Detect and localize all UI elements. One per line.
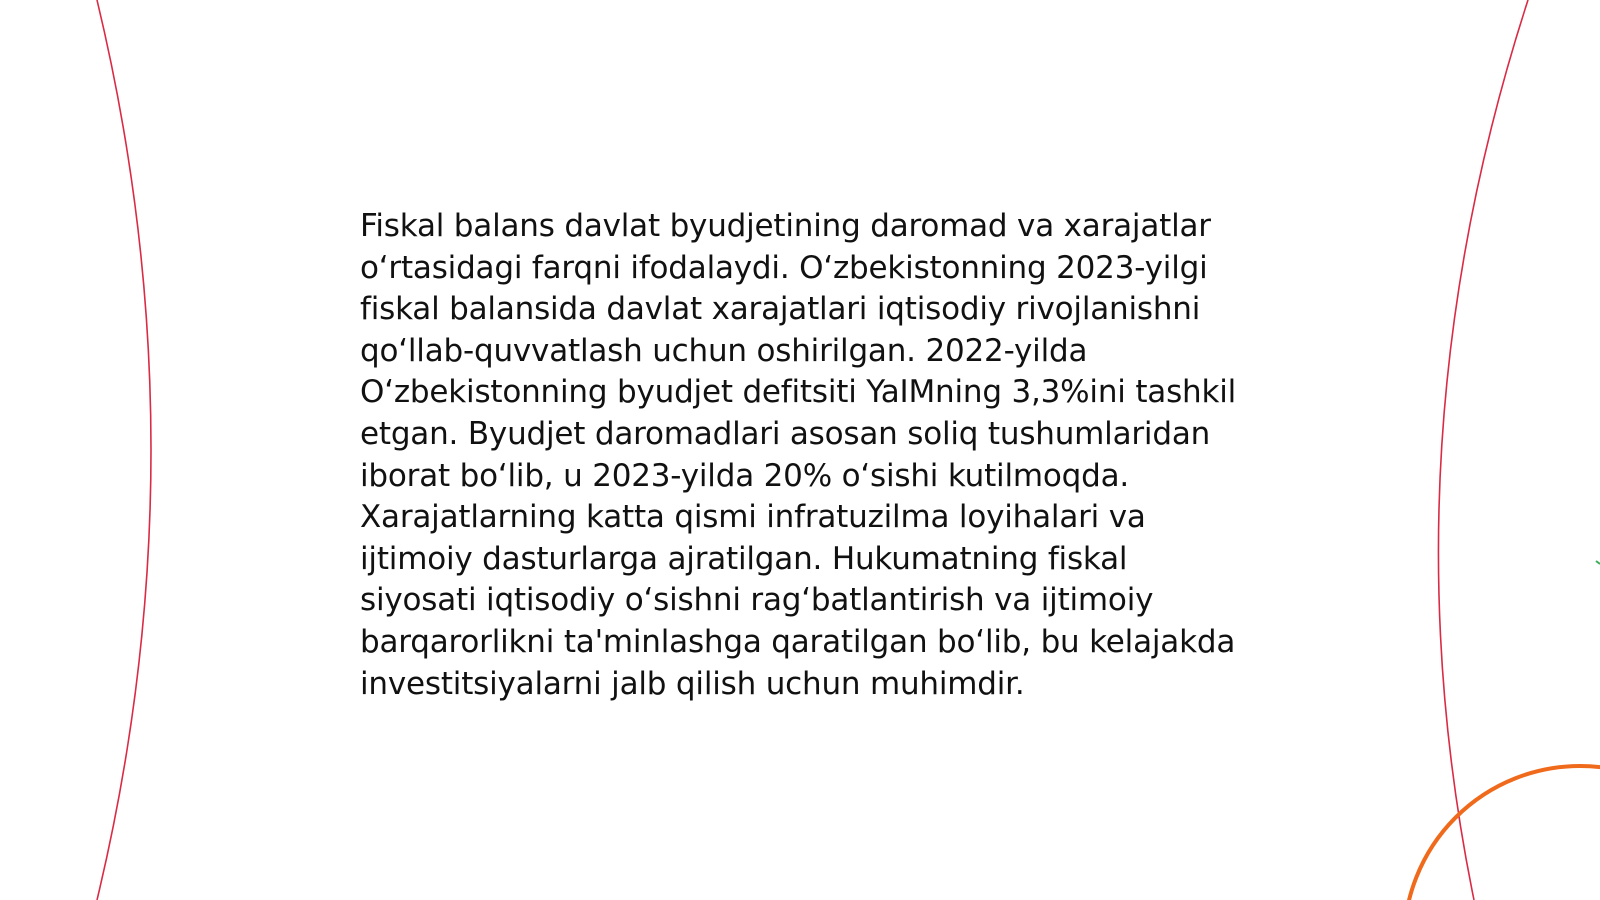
left-arc-line <box>97 0 151 900</box>
orange-circle-arc <box>1404 766 1600 900</box>
right-arc-line <box>1438 0 1528 900</box>
green-arrow-mark <box>1596 561 1600 564</box>
body-paragraph: Fiskal balans davlat byudjetining daromad va xarajatlar oʻrtasidagi farqni ifodalaydi. Oʻzbekistonning 2023-yilgi fiskal balansida davlat xarajatlari iqtisodiy rivojlanishni qoʻllab-quvvatlash uchun oshirilgan. 2022-yilda Oʻzbekistonning byudjet defitsiti YaIMning 3,3%ini tashkil etgan. Byudjet daromadlari asosan soliq tushumlaridan iborat boʻlib, u 2023-yilda 20% oʻsishi kutilmoqda. Xarajatlarning katta qismi infratuzilma loyihalari va ijtimoiy dasturlarga ajratilgan. Hukumatning fiskal siyosati iqtisodiy oʻsishni ragʻbatlantirish va ijtimoiy barqarorlikni ta'minlashga qaratilgan boʻlib, bu kelajakda investitsiyalarni jalb qilish uchun muhimdir. <box>360 208 1237 702</box>
